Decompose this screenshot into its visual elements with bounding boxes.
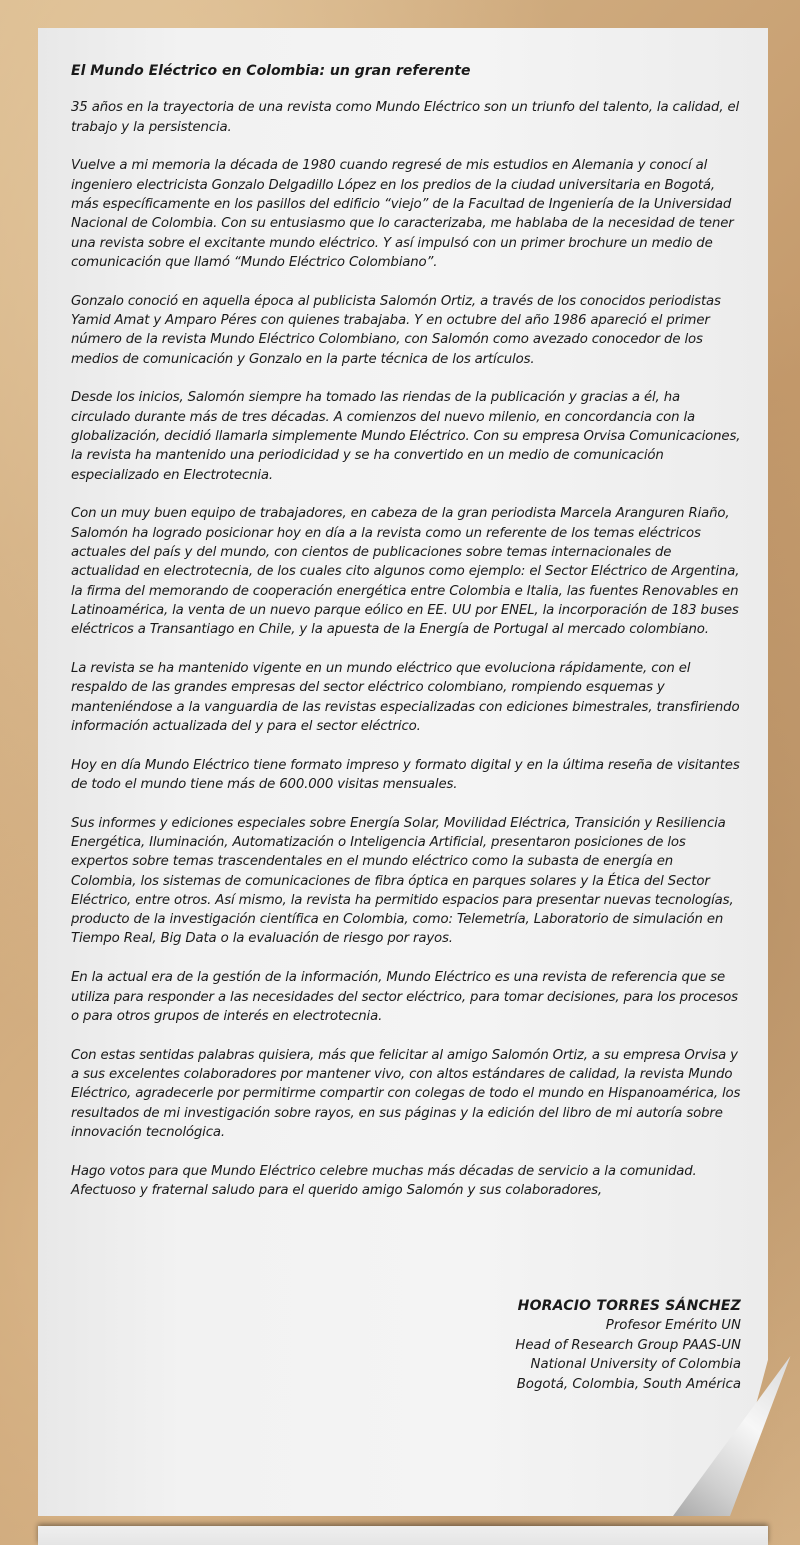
- paragraph-founding: Gonzalo conoció en aquella época al publicista Salomón Ortiz, a través de los conocidos periodistas Yamid Amat y Amparo Péres con quienes trabajaba. Y en octubre del año 1986 apareció el primer número de la revista Mundo Eléctrico Colombiano, con Salomón como avezado conocedor de los medios de comunicación y Gonzalo en la parte técnica de los artículos.: [71, 293, 721, 367]
- signature-role: Head of Research Group PAAS-UN: [515, 1337, 741, 1353]
- paragraph-information-era: En la actual era de la gestión de la información, Mundo Eléctrico es una revista de referencia que se utiliza para responder a las necesidades del sector eléctrico, para tomar decisiones, para los procesos o para otros grupos de interés en electrotecnia.: [71, 970, 738, 1024]
- signature-block: [515, 1297, 741, 1394]
- next-paper-edge: [38, 1526, 768, 1545]
- paragraph-thanks: Con estas sentidas palabras quisiera, más que felicitar al amigo Salomón Ortiz, a su empresa Orvisa y a sus excelentes colaboradores por mantener vivo, con altos estándares de calidad, la revista Mundo Eléctrico, agradecerle por permitirme compartir con colegas de todo el mundo en Hispanoamérica, los resultados de mi investigación sobre rayos, en sus páginas y la edición del libro de mi autoría sobre innovación tecnológica.: [71, 1047, 741, 1140]
- paragraph-intro: 35 años en la trayectoria de una revista como Mundo Eléctrico son un triunfo del talento, la calidad, el trabajo y la persistencia.: [71, 100, 740, 135]
- paragraph-formats: Hoy en día Mundo Eléctrico tiene formato impreso y formato digital y en la última reseña de visitantes de todo el mundo tiene más de 600.000 visitas mensuales.: [71, 757, 740, 792]
- paragraph-team: Con un muy buen equipo de trabajadores, en cabeza de la gran periodista Marcela Aranguren Riaño, Salomón ha logrado posicionar hoy en día a la revista como un referente de los temas eléctricos actuales del país y del mundo, con cientos de publicaciones sobre temas internacionales de actualidad en electrotecnia, de los cuales cito algunos como ejemplo: el Sector Eléctrico de Argentina, la firma del memorando de cooperación energética entre Colombia e Italia, las fuentes Renovables en Latinoamérica, la venta de un nuevo parque eólico en EE. UU por ENEL, la incorporación de 183 buses eléctricos a Transantiago en Chile, y la apuesta de la Energía de Portugal al mercado colombiano.: [71, 506, 740, 638]
- signature-location: Bogotá, Colombia, South América: [516, 1376, 741, 1392]
- paragraph-history: Desde los inicios, Salomón siempre ha tomado las riendas de la publicación y gracias a él, ha circulado durante más de tres décadas. A comienzos del nuevo milenio, en concordancia con la globalización, decidió llamarla simplemente Mundo Eléctrico. Con su empresa Orvisa Comunicaciones, la revista ha mantenido una periodicidad y se ha convertido en un medio de comunicación especializado en Electrotecnia.: [71, 390, 741, 483]
- signature-title: Profesor Emérito UN: [605, 1318, 741, 1334]
- letter-body: [71, 62, 741, 1220]
- paragraph-reports: Sus informes y ediciones especiales sobre Energía Solar, Movilidad Eléctrica, Transición y Resiliencia Energética, Iluminación, Automatización o Inteligencia Artificial, presentaron posiciones de los expertos sobre temas trascendentales en el mundo eléctrico como la subasta de energía en Colombia, los sistemas de comunicaciones de fibra óptica en parques solares y la Ética del Sector Eléctrico, entre otros. Así mismo, la revista ha permitido espacios para presentar nuevas tecnologías, producto de la investigación científica en Colombia, como: Telemetría, Laboratorio de simulación en Tiempo Real, Big Data o la evaluación de riesgo por rayos.: [71, 815, 734, 947]
- letter-title: El Mundo Eléctrico en Colombia: un gran referente: [71, 63, 471, 79]
- paragraph-closing: Hago votos para que Mundo Eléctrico celebre muchas más décadas de servicio a la comunidad. Afectuoso y fraternal saludo para el querido amigo Salomón y sus colaboradores,: [71, 1163, 697, 1198]
- paragraph-vigencia: La revista se ha mantenido vigente en un mundo eléctrico que evoluciona rápidamente, con el respaldo de las grandes empresas del sector eléctrico colombiano, rompiendo esquemas y manteniéndose a la vanguardia de las revistas especializadas con ediciones bimestrales, transfiriendo información actualizada del y para el sector eléctrico.: [71, 660, 740, 734]
- signature-name: HORACIO TORRES SÁNCHEZ: [517, 1298, 741, 1314]
- signature-institution: National University of Colombia: [530, 1357, 741, 1373]
- paragraph-memory: Vuelve a mi memoria la década de 1980 cuando regresé de mis estudios en Alemania y conocí al ingeniero electricista Gonzalo Delgadillo López en los predios de la ciudad universitaria en Bogotá, más específicamente en los pasillos del edificio “viejo” de la Facultad de Ingeniería de la Universidad Nacional de Colombia. Con su entusiasmo que lo caracterizaba, me hablaba de la necesidad de tener una revista sobre el excitante mundo eléctrico. Y así impulsó con un primer brochure un medio de comunicación que llamó “Mundo Eléctrico Colombiano”.: [71, 158, 734, 270]
